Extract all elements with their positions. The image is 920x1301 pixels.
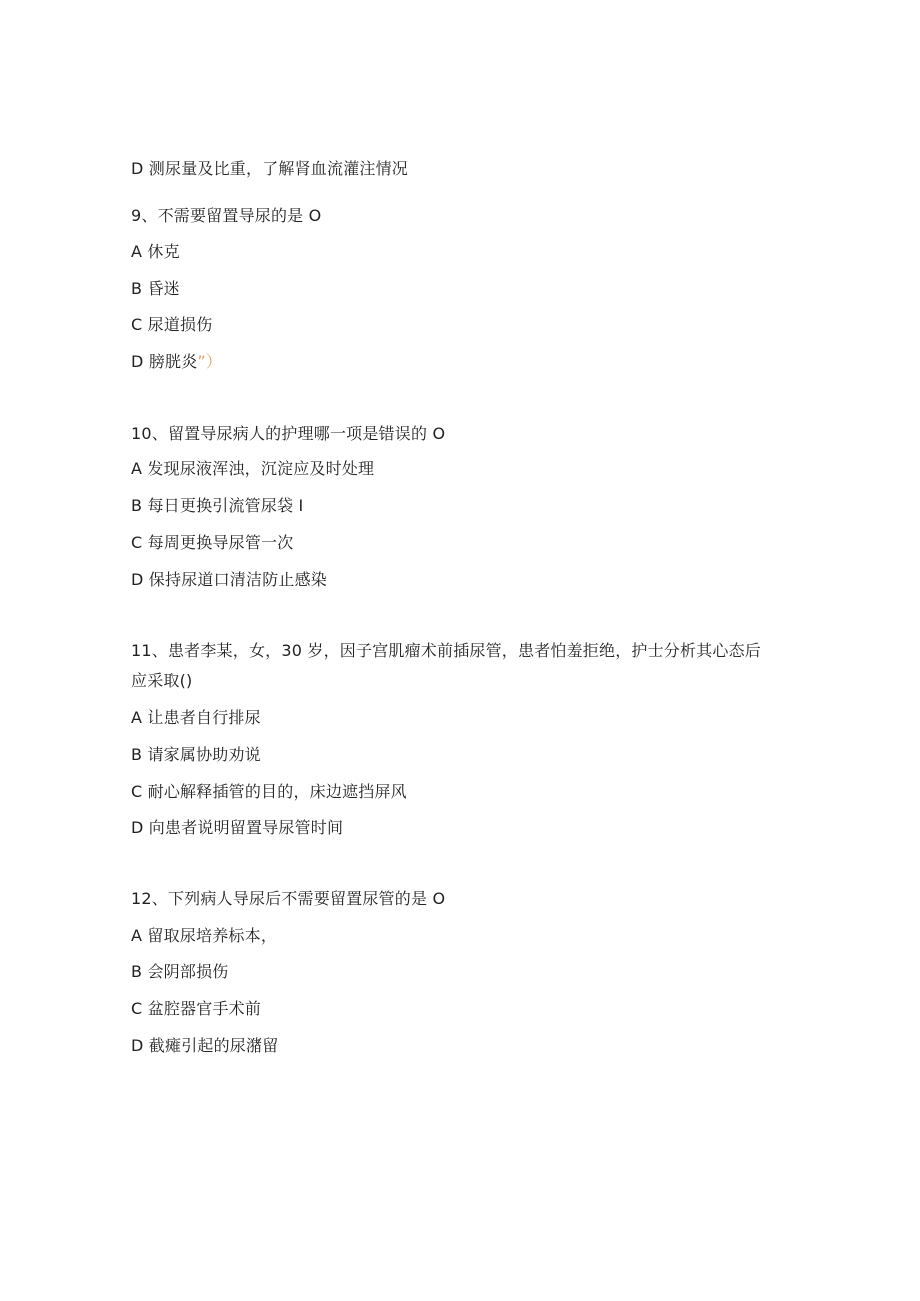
q9-option-a: A 休克: [131, 242, 180, 261]
q12-option-b: B 会阴部损伤: [131, 962, 229, 981]
q11-question-cont: 应采取(): [131, 671, 193, 690]
q10-question: 10、留置导尿病人的护理哪一项是错误的 O: [131, 424, 446, 443]
q9-option-b: B 昏迷: [131, 279, 180, 298]
q10-option-b: B 每日更换引流管尿袋 I: [131, 496, 304, 515]
q11-option-a: A 让患者自行排尿: [131, 708, 261, 727]
q12-option-c: C 盆腔器官手术前: [131, 999, 262, 1018]
q9-option-d: [131, 352, 222, 372]
q9-option-c: C 尿道损伤: [131, 315, 213, 334]
q9-option-d-mark: ”）: [197, 352, 223, 371]
q11-question: 11、患者李某，女，30 岁，因子宫肌瘤术前插尿管，患者怕羞拒绝，护士分析其心态后: [131, 641, 762, 660]
q12-question: 12、下列病人导尿后不需要留置尿管的是 O: [131, 889, 446, 908]
q12-option-d: D 截瘫引起的尿潴留: [131, 1036, 279, 1055]
q12-option-a: A 留取尿培养标本，: [131, 926, 278, 945]
q11-option-c: C 耐心解释插管的目的，床边遮挡屏风: [131, 782, 407, 801]
q10-option-a: A 发现尿液浑浊，沉淀应及时处理: [131, 459, 375, 478]
q8-option-d: D 测尿量及比重，了解肾血流灌注情况: [131, 159, 409, 178]
q9-question: 9、不需要留置导尿的是 O: [131, 206, 322, 225]
q9-option-d-text: D 膀胱炎: [131, 352, 198, 371]
q10-option-c: C 每周更换导尿管一次: [131, 533, 294, 552]
q10-option-d: D 保持尿道口清洁防止感染: [131, 570, 328, 589]
q11-option-d: D 向患者说明留置导尿管时间: [131, 818, 344, 837]
q11-option-b: B 请家属协助劝说: [131, 745, 261, 764]
